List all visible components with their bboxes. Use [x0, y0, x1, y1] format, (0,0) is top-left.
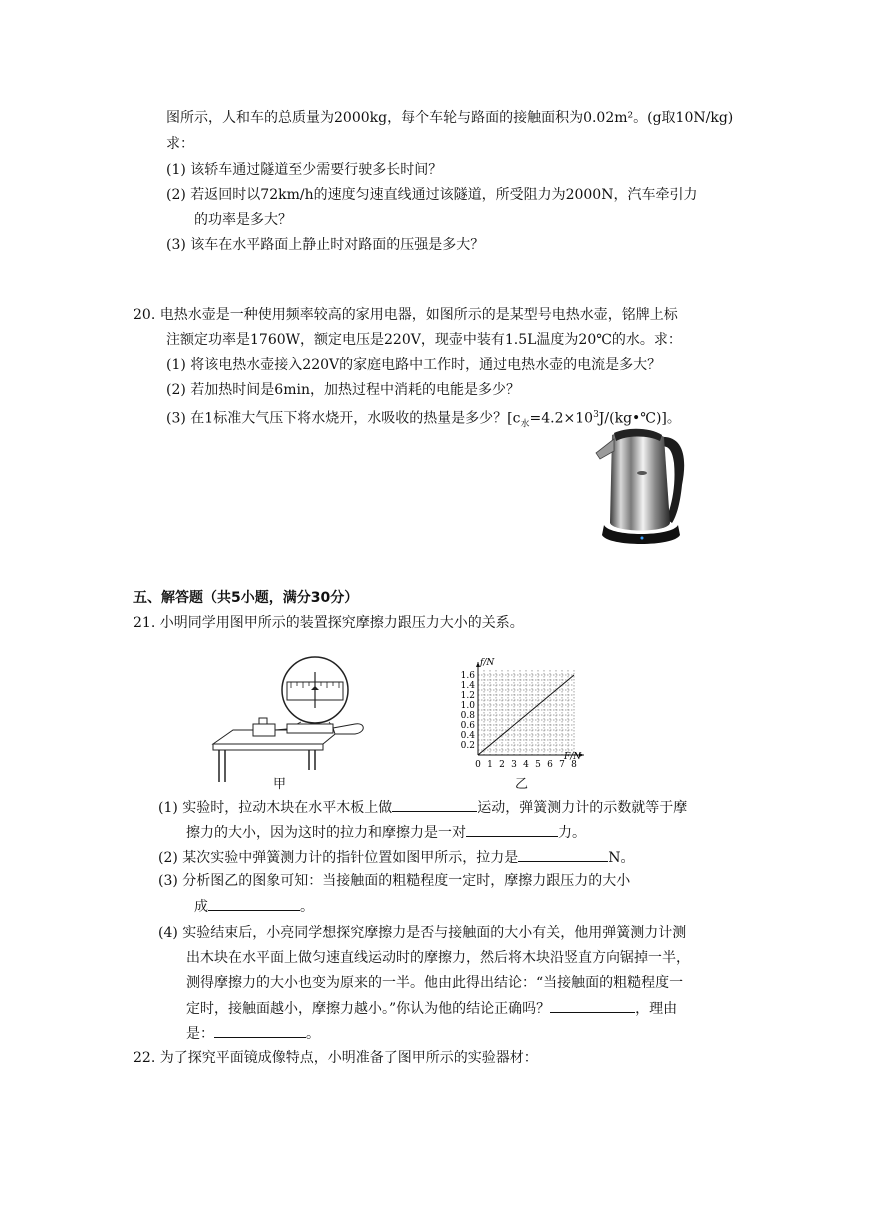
- q20-line2: 注额定功率是1760W，额定电压是220V，现壶中装有1.5L温度为20℃的水。求：: [166, 332, 682, 348]
- y-tick-label: 0.6: [460, 721, 475, 731]
- x-tick-label: 7: [559, 760, 565, 770]
- q21-item4-line1: (4) 实验结束后，小亮同学想探究摩擦力是否与接触面的大小有关，他用弹簧测力计测: [158, 925, 687, 941]
- answer-blank-5[interactable]: [550, 998, 635, 1013]
- figure-a-label: 甲: [273, 777, 287, 792]
- y-tick-label: 1.0: [460, 701, 475, 711]
- answer-blank-4[interactable]: [208, 896, 300, 911]
- q21-item2: (2) 某次实验中弹簧测力计的指针位置如图甲所示，拉力是 N。: [158, 847, 635, 868]
- q19-item1: (1) 该轿车通过隧道至少需要行驶多长时间？: [166, 162, 443, 178]
- x-tick-label: 5: [535, 760, 541, 770]
- q21-item1-line2: 擦力的大小，因为这时的拉力和摩擦力是一对 力。: [186, 822, 586, 843]
- q19-intro-line2: 求：: [166, 136, 194, 152]
- q21-item3-line2: 成 。: [194, 896, 314, 917]
- electric-kettle-image: [590, 425, 695, 555]
- y-tick-label: 1.6: [460, 671, 475, 681]
- x-tick-label: 1: [487, 760, 493, 770]
- q20-line1: 20. 电热水壶是一种使用频率较高的家用电器，如图所示的是某型号电热水壶，铭牌上标: [133, 307, 678, 323]
- x-tick-label: 4: [523, 760, 529, 770]
- answer-blank-2[interactable]: [466, 822, 558, 837]
- q22-line1: 22. 为了探究平面镜成像特点，小明准备了图甲所示的实验器材：: [133, 1050, 538, 1066]
- y-tick-label: 0.2: [460, 741, 475, 751]
- friction-pressure-chart: [450, 655, 590, 785]
- figure-b-label: 乙: [515, 777, 529, 792]
- y-tick-label: 1.2: [460, 691, 475, 701]
- q19-intro-line1: 图所示，人和车的总质量为2000kg，每个车轮与路面的接触面积为0.02m²。(g取10N/kg): [166, 110, 734, 126]
- x-tick-label: 3: [511, 760, 517, 770]
- section-heading: 五、解答题（共5小题，满分30分）: [133, 590, 359, 606]
- answer-blank-1[interactable]: [392, 797, 477, 812]
- q20-item1: (1) 将该电热水壶接入220V的家庭电路中工作时，通过电热水壶的电流是多大？: [166, 357, 662, 373]
- answer-blank-3[interactable]: [518, 847, 608, 862]
- q19-item2-line2: 的功率是多大？: [194, 212, 292, 228]
- x-tick-label: 6: [547, 760, 553, 770]
- q20-item3: (3) 在1标准大气压下将水烧开，水吸收的热量是多少？$[c_水=4.2\times 10^3J/(kg•℃)]$。: [166, 410, 681, 430]
- y-tick-label: 0.4: [460, 731, 475, 741]
- x-tick-label: 2: [499, 760, 505, 770]
- y-tick-label: 0.8: [460, 711, 475, 721]
- q21-item4-line4: 定时，接触面越小，摩擦力越小。”你认为他的结论正确吗？ ，理由: [186, 998, 677, 1019]
- y-axis-label: f/N: [480, 658, 495, 668]
- q21-item4-line3: 测得摩擦力的大小也变为原来的一半。他由此得出结论：“当接触面的粗糙程度一: [186, 975, 684, 991]
- q21-item4-line2: 出木块在水平面上做匀速直线运动时的摩擦力，然后将木块沿竖直方向锯掉一半，: [186, 950, 690, 966]
- q21-item1-line1: (1) 实验时，拉动木块在水平木板上做 运动，弹簧测力计的示数就等于摩: [158, 797, 687, 818]
- q21-item3-line1: (3) 分析图乙的图象可知：当接触面的粗糙程度一定时，摩擦力跟压力的大小: [158, 873, 631, 889]
- answer-blank-6[interactable]: [214, 1023, 306, 1038]
- spring-scale-apparatus-figure: [205, 652, 370, 784]
- x-axis-label: F/N: [564, 752, 582, 762]
- x-tick-label: 8: [571, 760, 577, 770]
- q21-item4-line5: 是： 。: [186, 1023, 320, 1044]
- x-tick-label: 0: [475, 760, 481, 770]
- q19-item2-line1: (2) 若返回时以72km/h的速度匀速直线通过该隧道，所受阻力为2000N，汽车牵引力: [166, 187, 698, 203]
- q21-line1: 21. 小明同学用图甲所示的装置探究摩擦力跟压力大小的关系。: [133, 615, 524, 631]
- q20-item2: (2) 若加热时间是6min，加热过程中消耗的电能是多少？: [166, 382, 520, 398]
- y-tick-label: 1.4: [460, 681, 475, 691]
- q19-item3: (3) 该车在水平路面上静止时对路面的压强是多大？: [166, 237, 485, 253]
